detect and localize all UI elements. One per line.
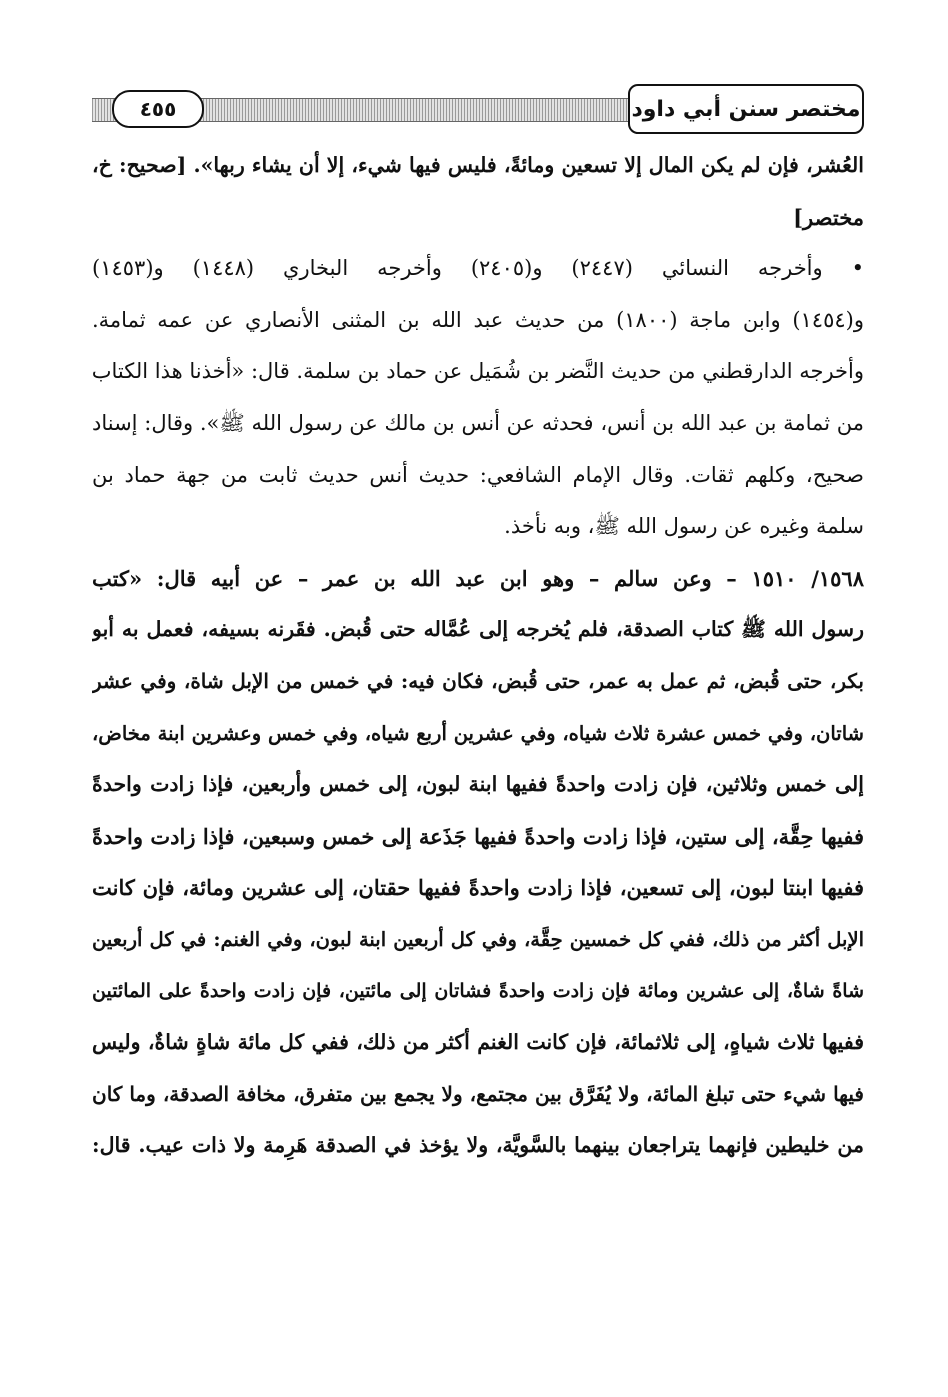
- text-line: من خليطين فإنهما يتراجعان بينهما بالسَّويَّة، ولا يؤخذ في الصدقة هَرِمة ولا ذات عيب. قال:: [92, 1133, 864, 1158]
- text-line: شاتان، وفي خمس عشرة ثلاث شياه، وفي عشرين أربع شياه، وفي خمس وعشرين ابنة مخاض،: [92, 721, 864, 745]
- text-line: الإبل أكثر من ذلك، ففي كل خمسين حِقَّة، وفي كل أربعين ابنة لبون، وفي الغنم: في كل أربعين: [92, 927, 864, 951]
- text-line: إلى خمس وثلاثين، فإن زادت واحدةً ففيها ابنة لبون، إلى خمس وأربعين، فإذا زادت واحدةً: [92, 772, 864, 797]
- text-line: فيها شيء حتى تبلغ المائة، ولا يُفَرَّق بين مجتمع، ولا يجمع بين متفرق، مخافة الصدقة، وما كان: [92, 1081, 864, 1106]
- text-line: شاةً شاةٌ، إلى عشرين ومائة فإن زادت واحدةً فشاتان إلى مائتين، فإن زادت واحدةً على المائتين: [92, 979, 864, 1002]
- text-line: سلمة وغيره عن رسول الله ﷺ، وبه نأخذ.: [504, 514, 864, 539]
- text-line: ففيها ابنتا لبون، إلى تسعين، فإذا زادت واحدةً ففيها حقتان، إلى عشرين ومائة، فإن كانت: [92, 875, 864, 901]
- page-number: ٤٥٥: [112, 90, 204, 128]
- text-line: • وأخرجه النسائي (٢٤٤٧) و(٢٤٠٥) وأخرجه البخاري (١٤٤٨) و(١٤٥٣): [92, 256, 864, 281]
- text-line: وأخرجه الدارقطني من حديث النَّضر بن شُمَيل عن حماد بن سلمة. قال: «أخذنا هذا الكتاب: [92, 359, 864, 384]
- book-title: مختصر سنن أبي داود: [628, 84, 864, 134]
- page-header: [92, 84, 864, 132]
- text-line: ففيها حِقَّة، إلى ستين، فإذا زادت واحدةً ففيها جَذَعة إلى خمس وسبعين، فإذا زادت واحدةً: [92, 823, 864, 849]
- text-line: بكر، حتى قُبض، ثم عمل به عمر، حتى قُبض، فكان فيه: في خمس من الإبل شاة، وفي عشر: [92, 668, 864, 693]
- text-line: رسول الله ﷺ كتاب الصدقة، فلم يُخرجه إلى عُمَّاله حتى قُبض. فقَرنه بسيفه، فعمل به أبو: [92, 617, 864, 642]
- text-line: ١٥٦٨/ ١٥١٠ – وعن سالم – وهو ابن عبد الله بن عمر – عن أبيه قال: «كتب: [92, 565, 864, 591]
- page-body: [92, 140, 864, 1172]
- text-line: العُشر، فإن لم يكن المال إلا تسعين ومائةً، فليس فيها شيء، إلا أن يشاء ربها». [صحيح: خ،: [92, 153, 864, 177]
- text-line: و(١٤٥٤) وابن ماجة (١٨٠٠) من حديث عبد الله بن المثنى الأنصاري عن عمه ثمامة.: [92, 307, 864, 332]
- text-line: من ثمامة بن عبد الله بن أنس، فحدثه عن أنس بن مالك عن رسول الله ﷺ». وقال: إسناد: [92, 410, 864, 435]
- text-line: صحيح، وكلهم ثقات. وقال الإمام الشافعي: حديث أنس حديث ثابت من جهة حماد بن: [92, 462, 864, 487]
- text-line: ففيها ثلاث شياهٍ، إلى ثلاثمائة، فإن كانت الغنم أكثر من ذلك، ففي كل مائة شاةٍ شاةٌ، وليس: [92, 1030, 864, 1055]
- text-line: مختصر]: [793, 204, 864, 230]
